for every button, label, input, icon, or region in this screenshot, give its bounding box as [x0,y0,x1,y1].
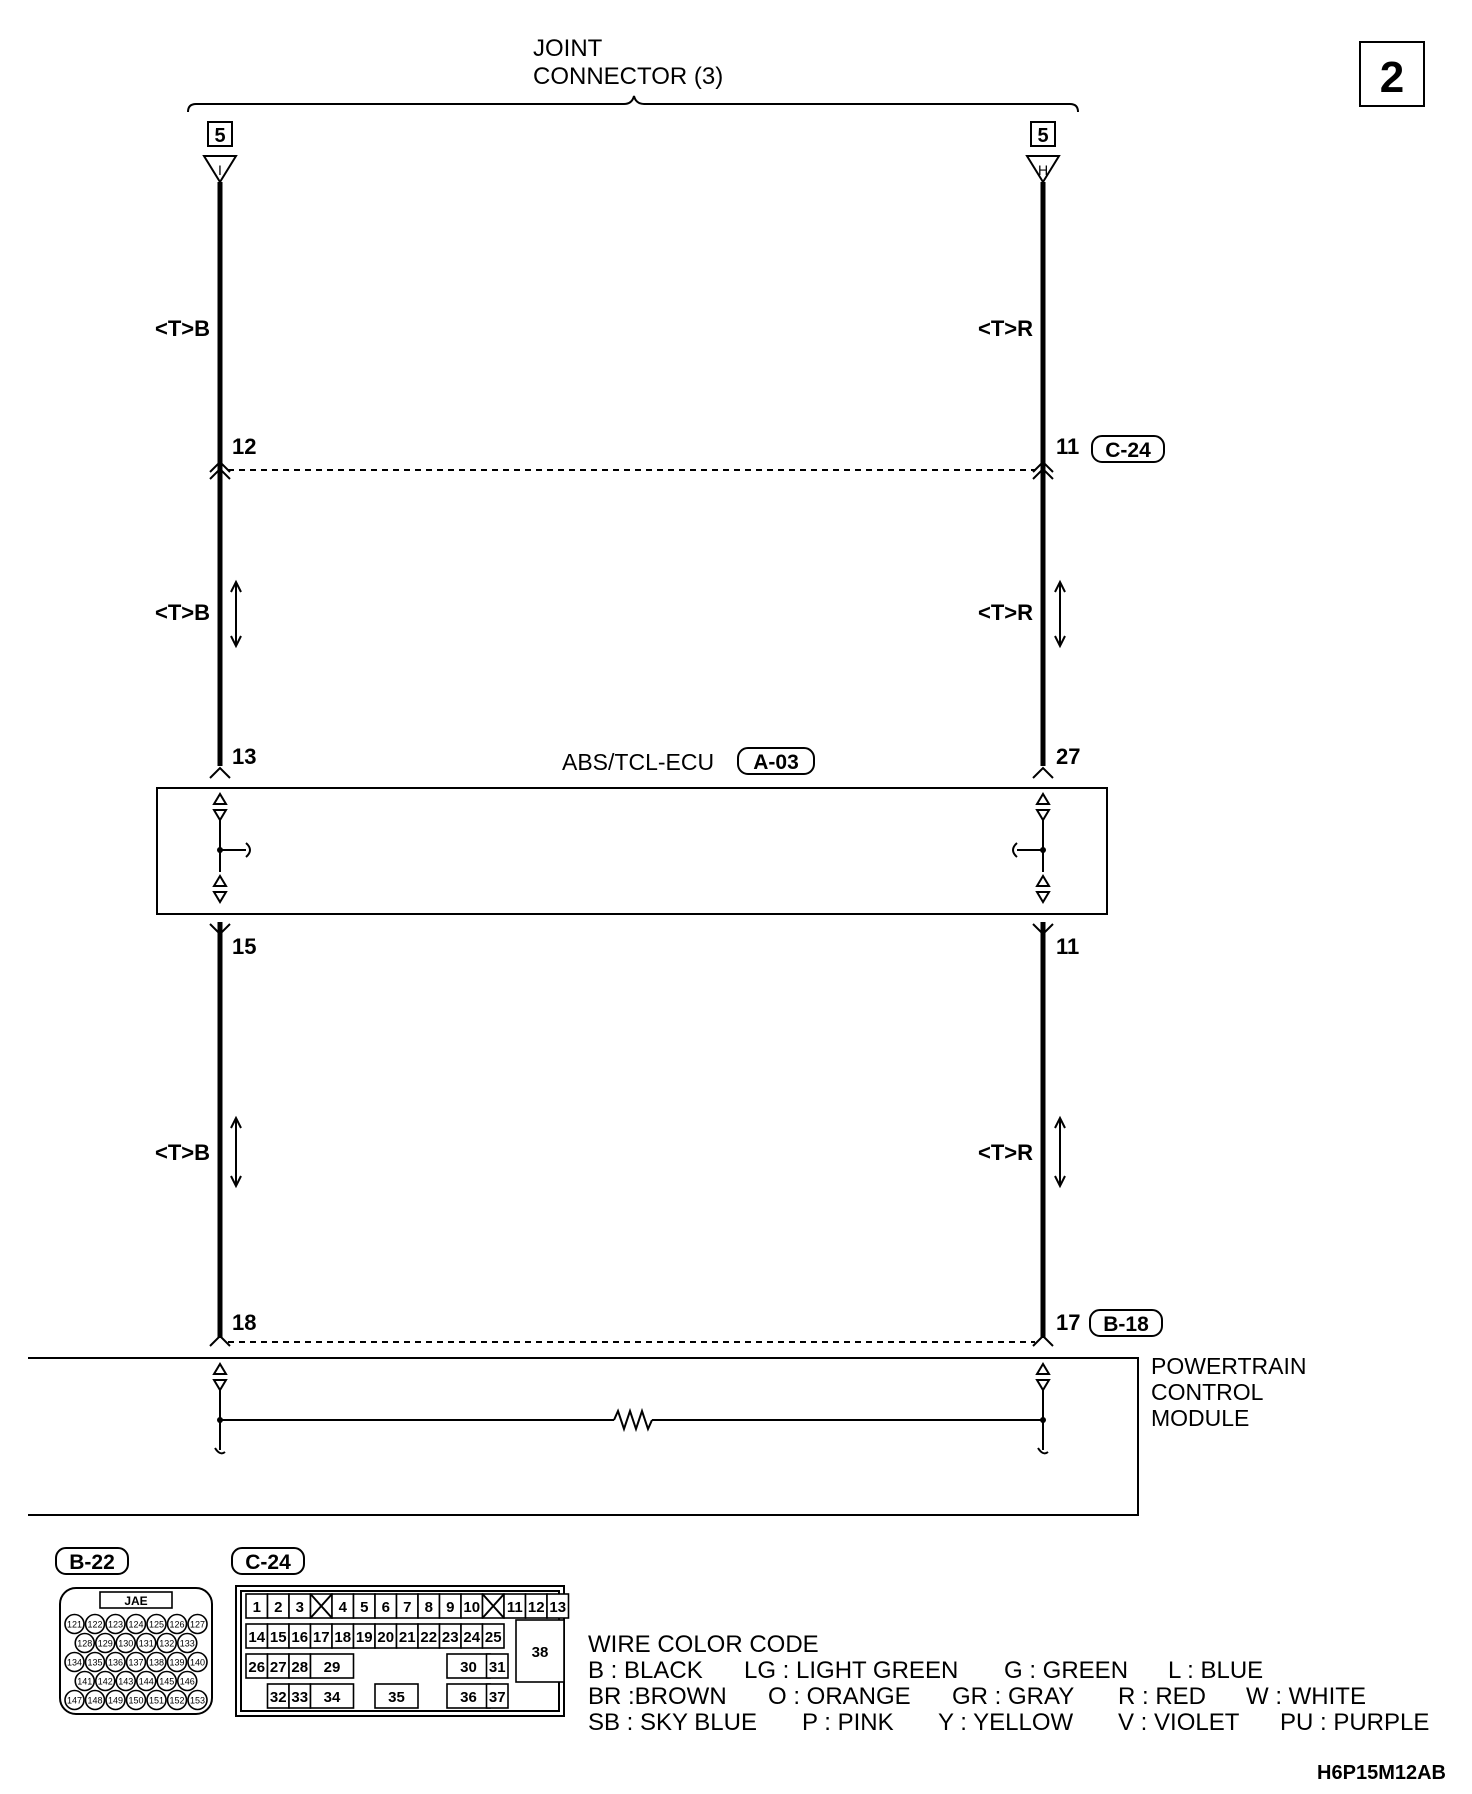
c24-pin [418,1624,440,1648]
b22-pin [157,1634,176,1653]
svg-text:38: 38 [531,1644,549,1661]
svg-text:147: 147 [66,1695,83,1706]
svg-text:25: 25 [484,1629,502,1646]
right-wire-color-3: <T>R [977,1140,1033,1165]
b22-pin [65,1653,84,1672]
color-code-orange: O : ORANGE [768,1683,911,1710]
svg-text:34: 34 [323,1689,341,1706]
svg-text:142: 142 [97,1676,113,1687]
figure-code: H6P15M12AB [1317,1762,1446,1784]
b22-pin [106,1615,125,1634]
joint-connector-left-pin: I [218,162,222,178]
b22-pin [96,1672,115,1691]
c24-pin [268,1624,290,1648]
pcm-label-3: MODULE [1151,1405,1250,1431]
b22-pin [116,1672,135,1691]
b22-pin [147,1653,166,1672]
pcm-internal-circuit [214,1364,1049,1453]
c24-pin [447,1684,490,1708]
color-code-brown: BR :BROWN [588,1683,727,1710]
svg-text:14: 14 [248,1629,266,1646]
pcm-right-node [1040,1417,1046,1423]
svg-text:29: 29 [323,1659,341,1676]
connector-c24-face [236,1586,569,1716]
color-code-green: G : GREEN [1004,1657,1129,1684]
svg-text:153: 153 [189,1695,206,1706]
c24-pin [268,1654,290,1678]
svg-text:133: 133 [179,1638,195,1649]
c24-pin [354,1594,376,1618]
abs-ecu-code: A-03 [753,751,799,774]
abs-ecu-label: ABS/TCL-ECU [562,749,715,775]
wire-color-code-line2 [588,1683,1366,1710]
c24-pin [504,1594,526,1618]
right-wire-color-2: <T>R [977,600,1033,625]
b22-pin [178,1672,197,1691]
c24-pin [311,1654,354,1678]
b22-pin [188,1653,207,1672]
svg-text:126: 126 [169,1619,185,1630]
svg-text:36: 36 [460,1689,477,1706]
c24-face-code: C-24 [245,1551,291,1574]
c24-pin [268,1684,290,1708]
abs-ecu-right-in-pin: 27 [1056,744,1081,769]
c24-pin [246,1594,268,1618]
b22-pin [127,1653,146,1672]
c24-pin [311,1624,333,1648]
c24-pin [246,1624,268,1648]
right-bidirectional-arrow-upper [1055,582,1065,646]
left-bidirectional-arrow-upper [231,582,241,646]
svg-text:152: 152 [169,1695,185,1706]
b22-pin [168,1615,187,1634]
svg-text:146: 146 [179,1676,195,1687]
joint-connector-label-1: JOINT [533,35,603,62]
b22-pin [127,1615,146,1634]
b22-code: B-22 [69,1551,115,1574]
b22-pin [75,1672,94,1691]
svg-text:3: 3 [295,1599,304,1616]
svg-text:22: 22 [420,1629,438,1646]
color-code-gray: GR : GRAY [952,1683,1075,1710]
svg-text:140: 140 [189,1657,206,1668]
svg-text:122: 122 [87,1619,103,1630]
c24-blank-cavity [483,1594,505,1618]
c24-pin [440,1624,462,1648]
svg-text:11: 11 [506,1599,523,1616]
left-wire-color-1: <T>B [154,316,210,341]
svg-text:2: 2 [274,1599,283,1616]
left-wire-color-3: <T>B [154,1140,210,1165]
joint-connector-brace [188,96,1078,112]
svg-text:24: 24 [463,1629,481,1646]
svg-text:20: 20 [377,1629,395,1646]
c24-pin [268,1594,290,1618]
c24-pin [289,1654,311,1678]
connector-b22-face [60,1588,212,1714]
svg-text:7: 7 [403,1599,412,1616]
c24-pin [461,1594,483,1618]
b22-pin [137,1634,156,1653]
b22-pin [178,1634,197,1653]
svg-text:19: 19 [355,1629,373,1646]
c24-left-pin: 12 [232,434,257,459]
b22-pin [106,1653,125,1672]
svg-text:13: 13 [549,1599,567,1616]
svg-text:144: 144 [138,1676,154,1687]
c24-pin [246,1654,268,1678]
c24-pin [461,1624,483,1648]
c24-pin [311,1684,354,1708]
page-number: 2 [1379,53,1405,102]
b22-pin [75,1634,94,1653]
b22-pin [127,1691,146,1710]
svg-text:134: 134 [66,1657,83,1668]
joint-connector-left-terminal [204,122,236,182]
svg-text:136: 136 [107,1657,124,1668]
c24-pin [418,1594,440,1618]
pcm-left-node [217,1417,223,1423]
svg-text:138: 138 [148,1657,165,1668]
svg-text:18: 18 [334,1629,352,1646]
c24-code: C-24 [1105,439,1151,462]
b22-pin [65,1615,84,1634]
c24-pin [487,1654,509,1678]
svg-text:9: 9 [446,1599,455,1616]
svg-text:27: 27 [269,1659,287,1676]
c24-pin [332,1594,354,1618]
pcm-code: B-18 [1103,1313,1149,1336]
svg-text:30: 30 [460,1659,477,1676]
pcm-label-2: CONTROL [1151,1379,1264,1405]
svg-text:148: 148 [87,1695,103,1706]
svg-text:127: 127 [189,1619,206,1630]
b22-pin [168,1691,187,1710]
svg-text:8: 8 [424,1599,433,1616]
color-code-black: B : BLACK [588,1657,703,1684]
svg-text:26: 26 [248,1659,266,1676]
svg-text:21: 21 [398,1629,416,1646]
svg-text:35: 35 [388,1689,405,1706]
abs-ecu-left-in-pin: 13 [232,744,257,769]
b22-pin [65,1691,84,1710]
color-code-purple: PU : PURPLE [1280,1709,1430,1736]
b22-pin [86,1691,105,1710]
svg-text:150: 150 [128,1695,144,1706]
svg-text:135: 135 [87,1657,103,1668]
b22-pin [106,1691,125,1710]
abs-ecu-left-out-pin: 15 [232,934,257,959]
c24-pin [447,1654,490,1678]
b22-pin [137,1672,156,1691]
svg-text:128: 128 [77,1638,93,1649]
svg-text:33: 33 [291,1689,309,1706]
pcm-box [28,1358,1138,1515]
color-code-violet: V : VIOLET [1118,1709,1240,1736]
svg-text:129: 129 [97,1638,113,1649]
b22-pin [188,1615,207,1634]
c24-pin [354,1624,376,1648]
svg-text:131: 131 [138,1638,154,1649]
joint-connector-right-terminal [1027,122,1059,182]
abs-ecu-right-node [1040,847,1046,853]
c24-pin [440,1594,462,1618]
c24-pin [289,1684,311,1708]
svg-text:124: 124 [128,1619,144,1630]
c24-blank-cavity [311,1594,333,1618]
svg-text:32: 32 [269,1689,287,1706]
svg-text:31: 31 [488,1659,506,1676]
abs-ecu-left-node [217,847,223,853]
right-bidirectional-arrow-lower [1055,1118,1065,1186]
pcm-right-pin: 17 [1056,1310,1081,1335]
b22-pin [157,1672,176,1691]
color-code-light-green: LG : LIGHT GREEN [744,1657,959,1684]
svg-text:28: 28 [291,1659,309,1676]
c24-pin [375,1594,397,1618]
joint-connector-right-ref: 5 [1037,125,1049,147]
b22-pin [116,1634,135,1653]
svg-text:1: 1 [252,1599,261,1616]
color-code-pink: P : PINK [802,1709,894,1736]
svg-text:141: 141 [77,1676,93,1687]
left-bidirectional-arrow-lower [231,1118,241,1186]
wire-color-code-line1 [588,1657,1263,1684]
svg-text:130: 130 [118,1638,134,1649]
color-code-white: W : WHITE [1246,1683,1366,1710]
svg-text:16: 16 [291,1629,309,1646]
c24-right-pin: 11 [1056,434,1080,459]
svg-text:121: 121 [66,1619,83,1630]
svg-text:125: 125 [148,1619,165,1630]
svg-text:139: 139 [169,1657,185,1668]
wire-color-code-title: WIRE COLOR CODE [588,1631,819,1658]
svg-text:37: 37 [488,1689,506,1706]
b22-maker: JAE [124,1594,148,1608]
joint-connector-left-ref: 5 [214,125,226,147]
svg-text:132: 132 [159,1638,175,1649]
pcm-label-1: POWERTRAIN [1151,1353,1307,1379]
svg-text:4: 4 [338,1599,347,1616]
c24-pin [547,1594,569,1618]
b22-pin [147,1615,166,1634]
b22-pin [96,1634,115,1653]
c24-pin [397,1624,419,1648]
right-wire-color-1: <T>R [977,316,1033,341]
b22-pin [86,1615,105,1634]
c24-pin [332,1624,354,1648]
svg-text:149: 149 [107,1695,124,1706]
c24-pin [375,1624,397,1648]
color-code-yellow: Y : YELLOW [938,1709,1074,1736]
svg-text:17: 17 [312,1629,330,1646]
c24-pin [289,1594,311,1618]
c24-pin [487,1684,509,1708]
svg-text:151: 151 [148,1695,165,1706]
color-code-blue: L : BLUE [1168,1657,1264,1684]
abs-ecu-box [157,788,1107,914]
svg-text:137: 137 [128,1657,144,1668]
svg-text:12: 12 [527,1599,545,1616]
svg-text:145: 145 [159,1676,175,1687]
svg-text:6: 6 [381,1599,390,1616]
svg-text:123: 123 [107,1619,124,1630]
abs-ecu-right-out-pin: 11 [1056,934,1080,959]
c24-pin [526,1594,548,1618]
joint-connector-label-2: CONNECTOR (3) [533,63,724,90]
c24-pin [516,1620,564,1682]
b22-pin [188,1691,207,1710]
c24-pin [483,1624,505,1648]
c24-pin [375,1684,418,1708]
joint-connector-right-pin: H [1037,162,1049,178]
color-code-red: R : RED [1118,1683,1207,1710]
left-wire-color-2: <T>B [154,600,210,625]
c24-pin [289,1624,311,1648]
b22-pin [147,1691,166,1710]
svg-text:15: 15 [269,1629,287,1646]
svg-text:23: 23 [441,1629,459,1646]
pcm-left-pin: 18 [232,1310,257,1335]
svg-text:143: 143 [118,1676,134,1687]
b22-pin [86,1653,105,1672]
color-code-sky-blue: SB : SKY BLUE [588,1709,757,1736]
b22-pin [168,1653,187,1672]
wire-color-code-line3 [588,1709,1429,1736]
abs-ecu-output-marks [210,924,1053,934]
c24-pin [397,1594,419,1618]
svg-text:10: 10 [463,1599,481,1616]
svg-text:5: 5 [360,1599,369,1616]
